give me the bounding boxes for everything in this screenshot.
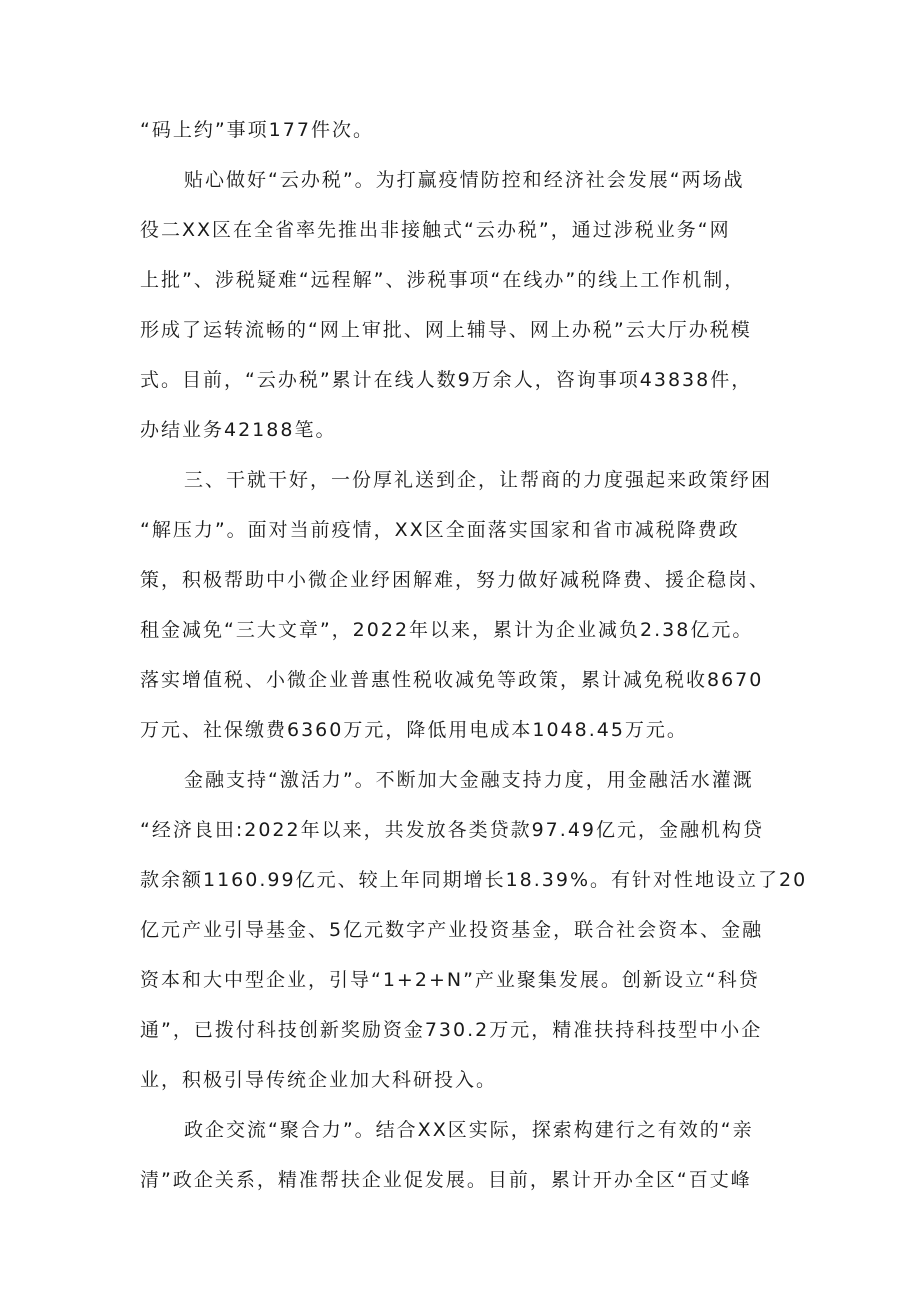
text-line: 亿元产业引导基金、5亿元数字产业投资基金，联合社会资本、金融 [140,919,764,941]
text-line: 万元、社保缴费6360万元，降低用电成本1048.45万元。 [140,719,688,741]
text-line: 清”政企关系，精准帮扶企业促发展。目前，累计开办全区“百丈峰 [140,1169,752,1191]
text-line: 通”，已拨付科技创新奖励资金730.2万元，精准扶持科技型中小企 [140,1019,763,1041]
text-line: 款余额1160.99亿元、较上年同期增长18.39%。有针对性地设立了20 [140,869,808,891]
text-line: 租金减免“三大文章”，2022年以来，累计为企业减负2.38亿元。 [140,619,754,641]
paragraph-start-line: 三、干就干好，一份厚礼送到企，让帮商的力度强起来政策纾困 [184,469,773,491]
text-line: “解压力”。面对当前疫情，XX区全面落实国家和省市减税降费政 [140,519,740,541]
text-line: 落实增值税、小微企业普惠性税收减免等政策，累计减免税收8670 [140,669,764,691]
text-line: “经济良田:2022年以来，共发放各类贷款97.49亿元，金融机构贷 [140,819,764,841]
paragraph-start-line: 金融支持“激活力”。不断加大金融支持力度，用金融活水灌溉 [184,769,754,791]
text-line: 形成了运转流畅的“网上审批、网上辅导、网上办税”云大厅办税模 [140,319,752,341]
text-line: 上批”、涉税疑难“远程解”、涉税事项“在线办”的线上工作机制， [140,269,746,291]
text-line: “码上约”事项177件次。 [140,119,374,141]
text-line: 资本和大中型企业，引导“1+2+N”产业聚集发展。创新设立“科贷 [140,969,760,991]
paragraph-start-line: 政企交流“聚合力”。结合XX区实际，探索构建行之有效的“亲 [184,1119,754,1141]
text-line: 办结业务42188笔。 [140,419,337,441]
document-body [140,113,808,1213]
text-line: 式。目前，“云办税”累计在线人数9万余人，咨询事项43838件， [140,369,753,391]
text-line: 策，积极帮助中小微企业纾困解难，努力做好减税降费、援企稳岗、 [140,569,771,591]
paragraph-start-line: 贴心做好“云办税”。为打赢疫情防控和经济社会发展“两场战 [184,169,745,191]
text-line: 业，积极引导传统企业加大科研投入。 [140,1069,498,1091]
text-line: 役二XX区在全省率先推出非接触式“云办税”，通过涉税业务“网 [140,219,731,241]
